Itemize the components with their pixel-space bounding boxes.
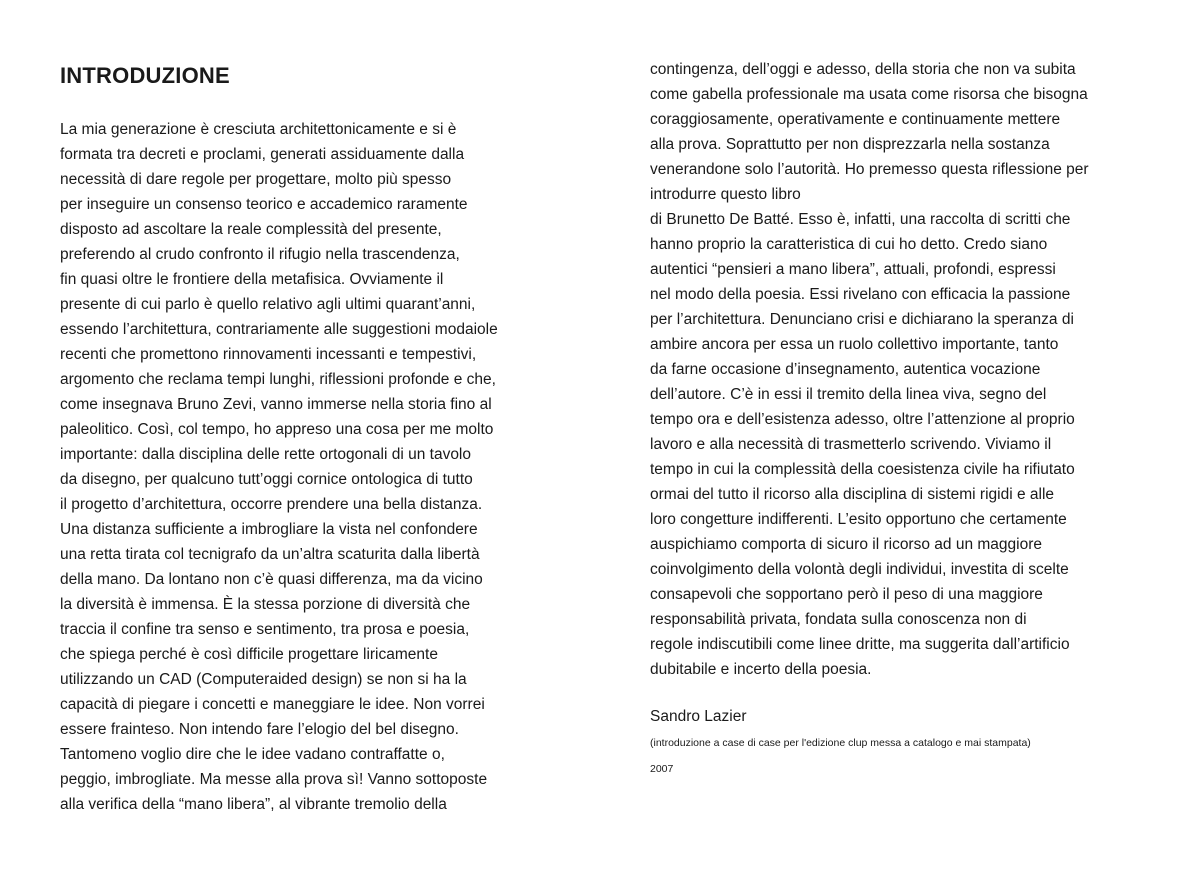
text-line: autentici “pensieri a mano libera”, attuali, profondi, espressi [650, 261, 1056, 278]
text-line: dubitabile e incerto della poesia. [650, 661, 872, 678]
text-line: tempo ora e dell’esistenza adesso, oltre l’attenzione al proprio [650, 411, 1075, 428]
text-line: ambire ancora per essa un ruolo collettivo importante, tanto [650, 336, 1059, 353]
text-line: auspichiamo comporta di sicuro il ricorso ad un maggiore [650, 536, 1042, 553]
text-line: introdurre questo libro [650, 186, 801, 203]
edition-note: (introduzione a case di case per l'edizione clup messa a catalogo e mai stampata) [650, 737, 1031, 749]
text-line: peggio, imbrogliate. Ma messe alla prova sì! Vanno sottoposte [60, 771, 488, 788]
text-line: la diversità è immensa. È la stessa porzione di diversità che [60, 596, 471, 613]
text-line: loro congetture indifferenti. L’esito opportuno che certamente [650, 511, 1067, 528]
text-line: per inseguire un consenso teorico e accademico raramente [60, 196, 468, 213]
text-line: coinvolgimento della volontà degli individui, investita di scelte [650, 561, 1069, 578]
text-line: recenti che promettono rinnovamenti incessanti e tempestivi, [60, 346, 477, 363]
text-line: formata tra decreti e proclami, generati assiduamente dalla [60, 146, 465, 163]
text-line: paleolitico. Così, col tempo, ho appreso una cosa per me molto [60, 421, 494, 438]
text-line: una retta tirata col tecnigrafo da un’altra scaturita dalla libertà [60, 546, 480, 563]
text-line: dell’autore. C’è in essi il tremito della linea viva, segno del [650, 386, 1047, 403]
text-line: come gabella professionale ma usata come risorsa che bisogna [650, 86, 1088, 103]
text-line: il progetto d’architettura, occorre prendere una bella distanza. [60, 496, 483, 513]
text-line: coraggiosamente, operativamente e continuamente mettere [650, 111, 1061, 128]
text-line: necessità di dare regole per progettare, molto più spesso [60, 171, 452, 188]
author-signature: Sandro Lazier [650, 708, 747, 725]
text-line: alla verifica della “mano libera”, al vibrante tremolio della [60, 796, 447, 813]
text-line: responsabilità privata, fondata sulla conoscenza non di [650, 611, 1027, 628]
text-line: consapevoli che sopportano però il peso di una maggiore [650, 586, 1043, 603]
left-body-text [60, 117, 498, 817]
text-line: capacità di piegare i concetti e maneggiare le idee. Non vorrei [60, 696, 485, 713]
text-line: La mia generazione è cresciuta architettonicamente e si è [60, 121, 457, 138]
text-line: utilizzando un CAD (Computeraided design) se non si ha la [60, 671, 467, 688]
text-line: da disegno, per qualcuno tutt’oggi cornice ontologica di tutto [60, 471, 473, 488]
text-line: come insegnava Bruno Zevi, vanno immerse nella storia fino al [60, 396, 492, 413]
text-line: importante: dalla disciplina delle rette ortogonali di un tavolo [60, 446, 471, 463]
page-title: INTRODUZIONE [60, 63, 230, 88]
text-line: disposto ad ascoltare la reale complessità del presente, [60, 221, 442, 238]
text-line: Tantomeno voglio dire che le idee vadano contraffatte o, [60, 746, 445, 763]
text-line: essere frainteso. Non intendo fare l’elogio del bel disegno. [60, 721, 459, 738]
text-line: argomento che reclama tempi lunghi, riflessioni profonde e che, [60, 371, 496, 388]
text-line: per l’architettura. Denunciano crisi e dichiarano la speranza di [650, 311, 1074, 328]
text-line: presente di cui parlo è quello relativo agli ultimi quarant’anni, [60, 296, 476, 313]
publication-year: 2007 [650, 763, 674, 775]
text-line: essendo l’architettura, contrariamente alle suggestioni modaiole [60, 321, 498, 338]
text-line: nel modo della poesia. Essi rivelano con efficacia la passione [650, 286, 1071, 303]
text-line: hanno proprio la caratteristica di cui ho detto. Credo siano [650, 236, 1048, 253]
text-line: fin quasi oltre le frontiere della metafisica. Ovviamente il [60, 271, 444, 288]
text-line: lavoro e alla necessità di trasmetterlo scrivendo. Viviamo il [650, 436, 1052, 453]
text-line: di Brunetto De Batté. Esso è, infatti, una raccolta di scritti che [650, 211, 1071, 228]
text-line: della mano. Da lontano non c’è quasi differenza, ma da vicino [60, 571, 483, 588]
text-line: contingenza, dell’oggi e adesso, della storia che non va subita [650, 61, 1076, 78]
text-line: ormai del tutto il ricorso alla disciplina di sistemi rigidi e alle [650, 486, 1055, 503]
text-line: traccia il confine tra senso e sentimento, tra prosa e poesia, [60, 621, 470, 638]
text-line: regole indiscutibili come linee dritte, ma suggerita dall’artificio [650, 636, 1070, 653]
text-line: alla prova. Soprattutto per non disprezzarla nella sostanza [650, 136, 1050, 153]
text-line: che spiega perché è così difficile progettare liricamente [60, 646, 438, 663]
text-line: da farne occasione d’insegnamento, autentica vocazione [650, 361, 1041, 378]
right-body-text [650, 57, 1089, 682]
text-line: Una distanza sufficiente a imbrogliare la vista nel confondere [60, 521, 478, 538]
text-line: venerandone solo l’autorità. Ho premesso questa riflessione per [650, 161, 1089, 178]
text-line: tempo in cui la complessità della coesistenza civile ha rifiutato [650, 461, 1075, 478]
text-line: preferendo al crudo confronto il rifugio nella trascendenza, [60, 246, 460, 263]
